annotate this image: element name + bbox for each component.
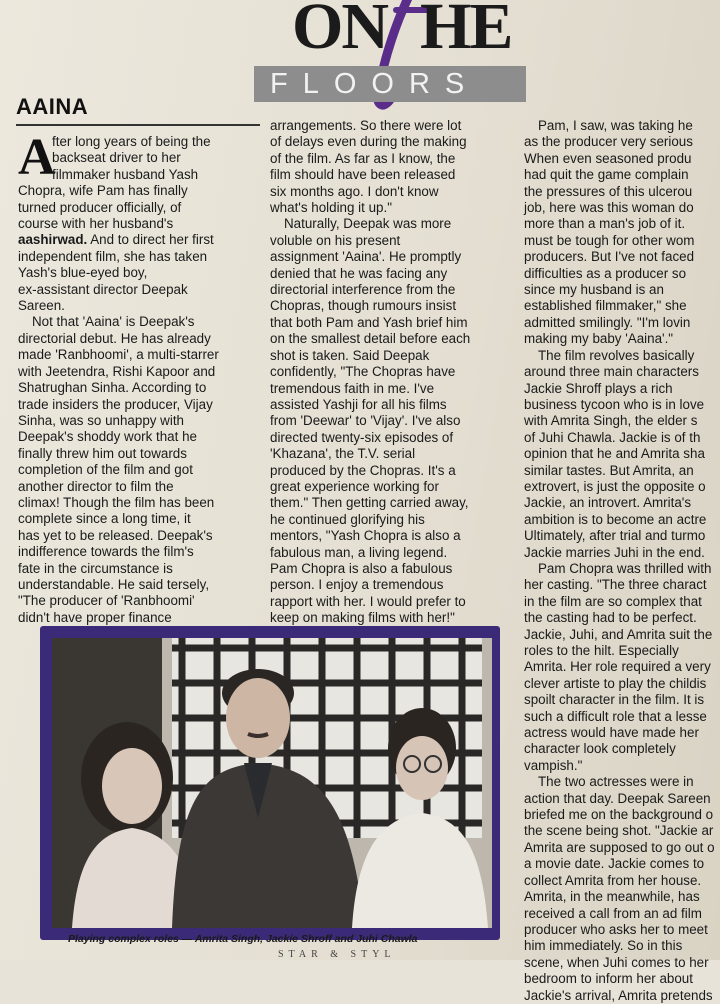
col3-line: ambition is to become an actre: [524, 511, 707, 527]
col2-line: keep on making films with her!": [270, 610, 455, 626]
col3-line: received a call from an ad film: [524, 905, 702, 921]
col2-line: fabulous man, a living legend.: [270, 544, 448, 560]
col1-line: indifference towards the film's: [18, 544, 194, 560]
header-floors: FLOORS: [270, 68, 480, 100]
col3-line: around three main characters: [524, 364, 699, 380]
col3-line: When even seasoned produ: [524, 150, 692, 166]
col3-line: difficulties as a producer so: [524, 265, 687, 281]
article-column-3: [524, 118, 720, 1004]
col1-line: turned producer officially, of: [18, 199, 182, 215]
col2-line: voluble on his present: [270, 232, 401, 248]
col1-line: Yash's blue-eyed boy,: [18, 265, 148, 281]
col1-line: directorial debut. He has already: [18, 330, 211, 346]
col3-line: Pam Chopra was thrilled with: [538, 560, 712, 576]
col3-line: Pam, I saw, was taking he: [538, 118, 693, 133]
col2-line: Naturally, Deepak was more: [284, 216, 452, 232]
col3-line: bedroom to inform her about: [524, 971, 693, 987]
col1-line: trade insiders the producer, Vijay: [18, 396, 213, 412]
col2-line: from 'Deewar' to 'Vijay'. I've also: [270, 413, 461, 429]
col1-line: another director to film the: [18, 478, 174, 494]
col1-line: didn't have proper finance: [18, 609, 172, 625]
col3-line: Amrita. Her role required a very: [524, 659, 711, 675]
col3-line: clever artiste to play the childis: [524, 675, 707, 691]
col2-line: directed twenty-six episodes of: [270, 429, 454, 445]
article-column-1: [18, 129, 264, 626]
col1-line: complete since a long time, it: [18, 511, 191, 527]
col2-line: confidently, "The Chopras have: [270, 364, 456, 380]
col1-line: ex-assistant director Deepak: [18, 281, 188, 297]
col1-line: understandable. He said tersely,: [18, 576, 210, 592]
col3-line: Jackie's arrival, Amrita pretends: [524, 987, 713, 1003]
col1-line: aashirwad. And to direct her first: [18, 232, 214, 248]
col1-line: Sinha, was so unhappy with: [18, 412, 184, 428]
col2-line: of delays even during the making: [270, 134, 467, 150]
col3-line: Ultimately, after trial and turmo: [524, 528, 706, 544]
col2-line: shot is taken. Said Deepak: [270, 347, 430, 363]
col2-line: denied that he was facing any: [270, 265, 448, 281]
col3-line: established filmmaker," she: [524, 298, 687, 314]
col3-line: the scene being shot. "Jackie ar: [524, 823, 714, 839]
col3-line: the casting had to be perfect.: [524, 610, 697, 626]
col1-line: filmmaker husband Yash: [52, 166, 199, 182]
col3-line: her casting. "The three charact: [524, 577, 707, 593]
col3-line: Amrita are supposed to go out o: [524, 839, 715, 855]
col3-line: scene, when Juhi comes to her: [524, 954, 709, 970]
col3-line: Amrita, in the meanwhile, has: [524, 889, 700, 905]
col3-line: as the producer very serious: [524, 134, 693, 150]
col3-line: such a difficult role that a lesse: [524, 708, 707, 724]
col1-line: climax! Though the film has been: [18, 494, 215, 510]
col3-line: in the film are so complex that: [524, 593, 702, 609]
col1-line: with Jeetendra, Rishi Kapoor and: [18, 363, 216, 379]
col1-line: finally threw him out towards: [18, 445, 187, 461]
col1-line: backseat driver to her: [52, 150, 181, 166]
col3-line: Jackie, an introvert. Amrita's: [524, 495, 692, 511]
col3-line: making my baby 'Aaina'.": [524, 331, 674, 347]
col2-line: them." Then getting carried away,: [270, 495, 469, 511]
col2-line: 'Khazana', the T.V. serial: [270, 446, 416, 462]
col2-line: Pam Chopra is also a fabulous: [270, 560, 453, 576]
col2-line: great experience working for: [270, 478, 439, 494]
col2-line: person. I enjoy a tremendous: [270, 577, 444, 593]
cast-photo-illustration: [52, 638, 492, 928]
col3-line: The two actresses were in: [538, 774, 694, 790]
col3-line: admitted smilingly. "I'm lovin: [524, 314, 691, 330]
col3-line: action that day. Deepak Sareen: [524, 790, 711, 806]
col3-line: spoilt character in the film. It is: [524, 692, 705, 708]
col3-line: opinion that he and Amrita sha: [524, 446, 705, 462]
col3-line: more than a man's job of it.: [524, 216, 686, 232]
cast-photo: [52, 638, 492, 928]
magazine-footer: STAR & STYL: [278, 949, 396, 960]
photo-caption: Playing complex roles — Amrita Singh, Jackie Shroff and Juhi Chawla: [68, 933, 418, 945]
col2-line: on the smallest detail before each: [270, 331, 471, 347]
col3-line: with Amrita Singh, the elder s: [524, 413, 698, 429]
col2-line: mentors, "Yash Chopra is also a: [270, 528, 461, 544]
col3-line: similar tastes. But Amrita, an: [524, 462, 694, 478]
col1-line: has yet to be released. Deepak's: [18, 527, 213, 543]
col1-line: independent film, she has taken: [18, 248, 208, 264]
header-he: HE: [420, 0, 512, 63]
col3-line: the pressures of this ulcerou: [524, 183, 693, 199]
col3-line: actress would have made her: [524, 725, 699, 741]
col2-line: that both Pam and Yash brief him: [270, 314, 468, 330]
col1-line: Sareen.: [18, 298, 65, 314]
col3-line: vampish.": [524, 757, 583, 773]
col3-line: character look completely: [524, 741, 676, 757]
col1-line: course with her husband's: [18, 216, 174, 232]
col3-line: collect Amrita from her house.: [524, 872, 702, 888]
col2-line: six months ago. I don't know: [270, 183, 439, 199]
col2-line: Chopras, though rumours insist: [270, 298, 457, 314]
col1-line: "The producer of 'Ranbhoomi': [18, 593, 195, 609]
col3-line: since my husband is an: [524, 282, 664, 298]
col3-line: producer who asks her to meet: [524, 921, 708, 937]
col1-line: fter long years of being the: [52, 134, 211, 149]
col3-line: Jackie marries Juhi in the end.: [524, 544, 705, 560]
col1-line: made 'Ranbhoomi', a multi-starrer: [18, 347, 219, 363]
col2-line: he continued glorifying his: [270, 511, 425, 527]
header-on: ON: [292, 0, 387, 63]
col3-line: producers. But I've not faced: [524, 249, 695, 265]
col1-line: Shatrughan Sinha. According to: [18, 380, 207, 396]
col3-line: job, here was this woman do: [524, 200, 694, 216]
col2-line: what's holding it up.": [270, 200, 392, 216]
drop-cap: A: [18, 129, 56, 186]
col2-line: assignment 'Aaina'. He promptly: [270, 249, 462, 265]
col2-line: rapport with her. I would prefer to: [270, 593, 466, 609]
col3-line: had quit the game complain: [524, 167, 689, 183]
section-title: AAINA: [16, 94, 89, 119]
col3-line: roles to the hilt. Especially: [524, 643, 679, 658]
col3-line: him immediately. So in this: [524, 938, 683, 954]
col2-line: of the film. As far as I know, the: [270, 150, 456, 166]
col3-line: Jackie, Juhi, and Amrita suit the: [524, 626, 713, 642]
article-column-2: [270, 118, 516, 627]
col2-line: tremendous faith in me. I've: [270, 380, 435, 396]
col3-line: The film revolves basically: [538, 347, 695, 363]
col1-line: Not that 'Aaina' is Deepak's: [32, 314, 195, 330]
col3-line: extrovert, is just the opposite o: [524, 478, 706, 494]
col2-line: directorial interference from the: [270, 282, 456, 298]
col2-line: arrangements. So there were lot: [270, 118, 462, 133]
col3-line: must be tough for other wom: [524, 232, 695, 248]
title-rule: [16, 124, 260, 126]
col1-line: fate in the circumstance is: [18, 560, 173, 576]
col1-line: Deepak's shoddy work that he: [18, 429, 197, 445]
col2-line: assisted Yashji for all his films: [270, 396, 447, 412]
col2-line: film should have been released: [270, 167, 456, 183]
col3-line: Jackie Shroff plays a rich: [524, 380, 673, 396]
col1-line: Chopra, wife Pam has finally: [18, 183, 188, 199]
col3-line: of Juhi Chawla. Jackie is of th: [524, 429, 701, 445]
col3-line: a movie date. Jackie comes to: [524, 856, 705, 872]
col1-line: completion of the film and got: [18, 462, 193, 478]
col3-line: business tycoon who is in love: [524, 396, 705, 412]
col2-line: produced by the Chopras. It's a: [270, 462, 456, 478]
col3-line: briefed me on the background o: [524, 807, 714, 823]
